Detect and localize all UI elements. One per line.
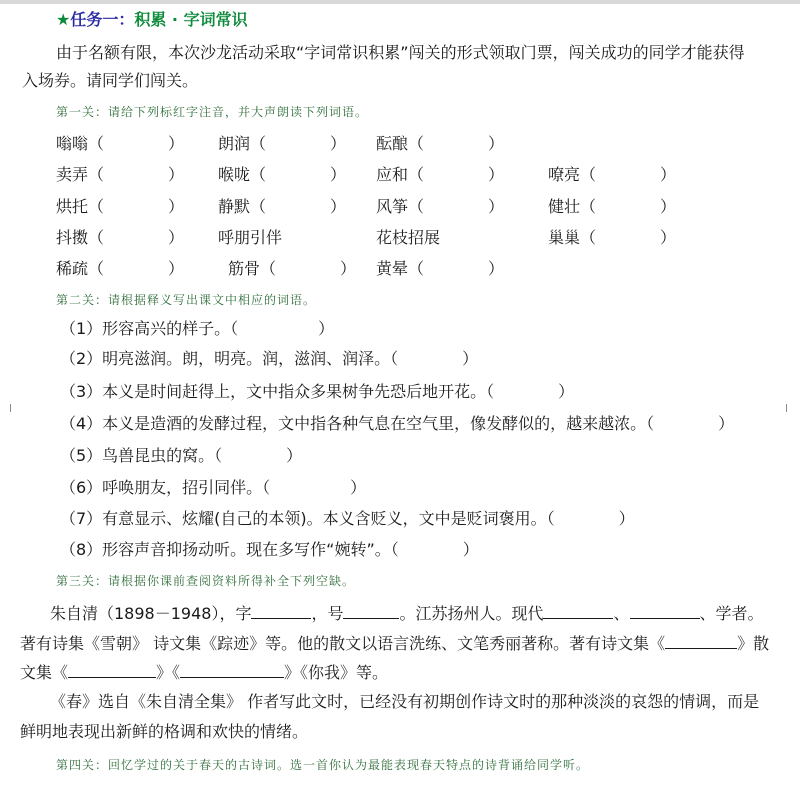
pinyin-item[interactable]: 黄晕（ ）: [376, 259, 505, 278]
blank-essay-2[interactable]: [180, 660, 284, 678]
level-4-heading: 第四关：回忆学过的关于春天的古诗词。选一首你认为最能表现春天特点的诗背诵给同学听。: [56, 758, 590, 772]
pinyin-item[interactable]: 巢巢（ ）: [548, 228, 677, 247]
text-segment: 著有诗集《雪朝》 诗文集《踪迹》等。他的散文以语言洗练、文笔秀丽著称。著有诗文集《: [20, 634, 666, 653]
pinyin-item[interactable]: 应和（ ）: [376, 165, 505, 184]
definition-item[interactable]: （5）鸟兽昆虫的窝。（ ）: [60, 446, 303, 465]
definition-item[interactable]: （2）明亮滋润。朗，明亮。润，滋润、润泽。（ ）: [60, 349, 479, 368]
blank-essay-1[interactable]: [68, 660, 156, 678]
left-margin-mark: [10, 404, 11, 412]
pinyin-item[interactable]: 嗡嗡（ ）: [56, 134, 185, 153]
level-2-heading: 第二关：请根据释义写出课文中相应的词语。: [56, 293, 317, 307]
definition-item[interactable]: （7）有意显示、炫耀(自己的本领)。本义含贬义，文中是贬词褒用。（ ）: [60, 509, 635, 528]
task-label: 任务一：: [70, 10, 135, 29]
text-segment: 》《你我》等。: [284, 663, 389, 682]
pinyin-item[interactable]: 烘托（ ）: [56, 197, 185, 216]
pinyin-item[interactable]: 静默（ ）: [218, 197, 347, 216]
page-top-edge: [0, 0, 800, 4]
definition-item[interactable]: （4）本义是造酒的发酵过程，文中指各种气息在空气里，像发酵似的，越来越浓。（ ）: [60, 414, 735, 433]
pinyin-item[interactable]: 稀疏（ ）: [56, 259, 185, 278]
intro-line-1: 由于名额有限，本次沙龙活动采取“字词常识积累”闯关的形式领取门票，闯关成功的同学才能获得: [56, 43, 745, 62]
pinyin-item[interactable]: 筋骨（ ）: [228, 259, 357, 278]
text-segment: ，号: [311, 604, 344, 623]
definition-item[interactable]: （1）形容高兴的样子。（ ）: [60, 319, 335, 338]
level-1-heading: 第一关：请给下列标红字注音，并大声朗读下列词语。: [56, 105, 369, 119]
task-title-text: 积累 · 字词常识: [134, 10, 248, 29]
star-icon: ★: [56, 10, 71, 29]
pinyin-item[interactable]: 嘹亮（ ）: [548, 165, 677, 184]
word-item: 花枝招展: [376, 228, 441, 247]
text-segment: 、: [613, 604, 630, 623]
pinyin-item[interactable]: 卖弄（ ）: [56, 165, 185, 184]
blank-collection[interactable]: [665, 631, 737, 649]
pinyin-item[interactable]: 酝酿（ ）: [376, 134, 505, 153]
pinyin-item[interactable]: 喉咙（ ）: [218, 165, 347, 184]
text-segment: 、学者。: [699, 604, 764, 623]
fill-paragraph-3: [20, 660, 388, 684]
blank-identity-1[interactable]: [543, 601, 613, 619]
text-segment: 文集《: [20, 663, 69, 682]
fill-paragraph-4: 《春》选自《朱自清全集》 作者写此文时，已经没有初期创作诗文时的那种淡淡的哀怨的情调，而是: [50, 692, 760, 711]
fill-paragraph-2: [20, 631, 769, 655]
definition-item[interactable]: （3）本义是时间赶得上，文中指众多果树争先恐后地开花。（ ）: [60, 382, 575, 401]
definition-item[interactable]: （8）形容声音抑扬动听。现在多写作“婉转”。（ ）: [60, 540, 479, 559]
text-segment: 》《: [156, 663, 181, 682]
task-title: [56, 9, 248, 31]
definition-item[interactable]: （6）呼唤朋友，招引同伴。（ ）: [60, 478, 367, 497]
fill-paragraph-5: 鲜明地表现出新鲜的格调和欢快的情绪。: [20, 722, 309, 741]
right-margin-mark: [786, 404, 787, 412]
blank-zi[interactable]: [251, 601, 311, 619]
text-segment: 。江苏扬州人。现代: [399, 604, 544, 623]
intro-line-2: 入场券。请同学们闯关。: [22, 71, 199, 90]
pinyin-item[interactable]: 朗润（ ）: [218, 134, 347, 153]
text-segment: 》散: [737, 634, 770, 653]
pinyin-item[interactable]: 风筝（ ）: [376, 197, 505, 216]
fill-paragraph-1: [50, 601, 764, 625]
pinyin-item[interactable]: 抖擞（ ）: [56, 228, 185, 247]
blank-hao[interactable]: [343, 601, 399, 619]
pinyin-item[interactable]: 健壮（ ）: [548, 197, 677, 216]
text-segment: 朱自清（1898－1948），字: [50, 604, 252, 623]
level-3-heading: 第三关：请根据你课前查阅资料所得补全下列空缺。: [56, 574, 356, 588]
word-item: 呼朋引伴: [218, 228, 283, 247]
blank-identity-2[interactable]: [630, 601, 700, 619]
